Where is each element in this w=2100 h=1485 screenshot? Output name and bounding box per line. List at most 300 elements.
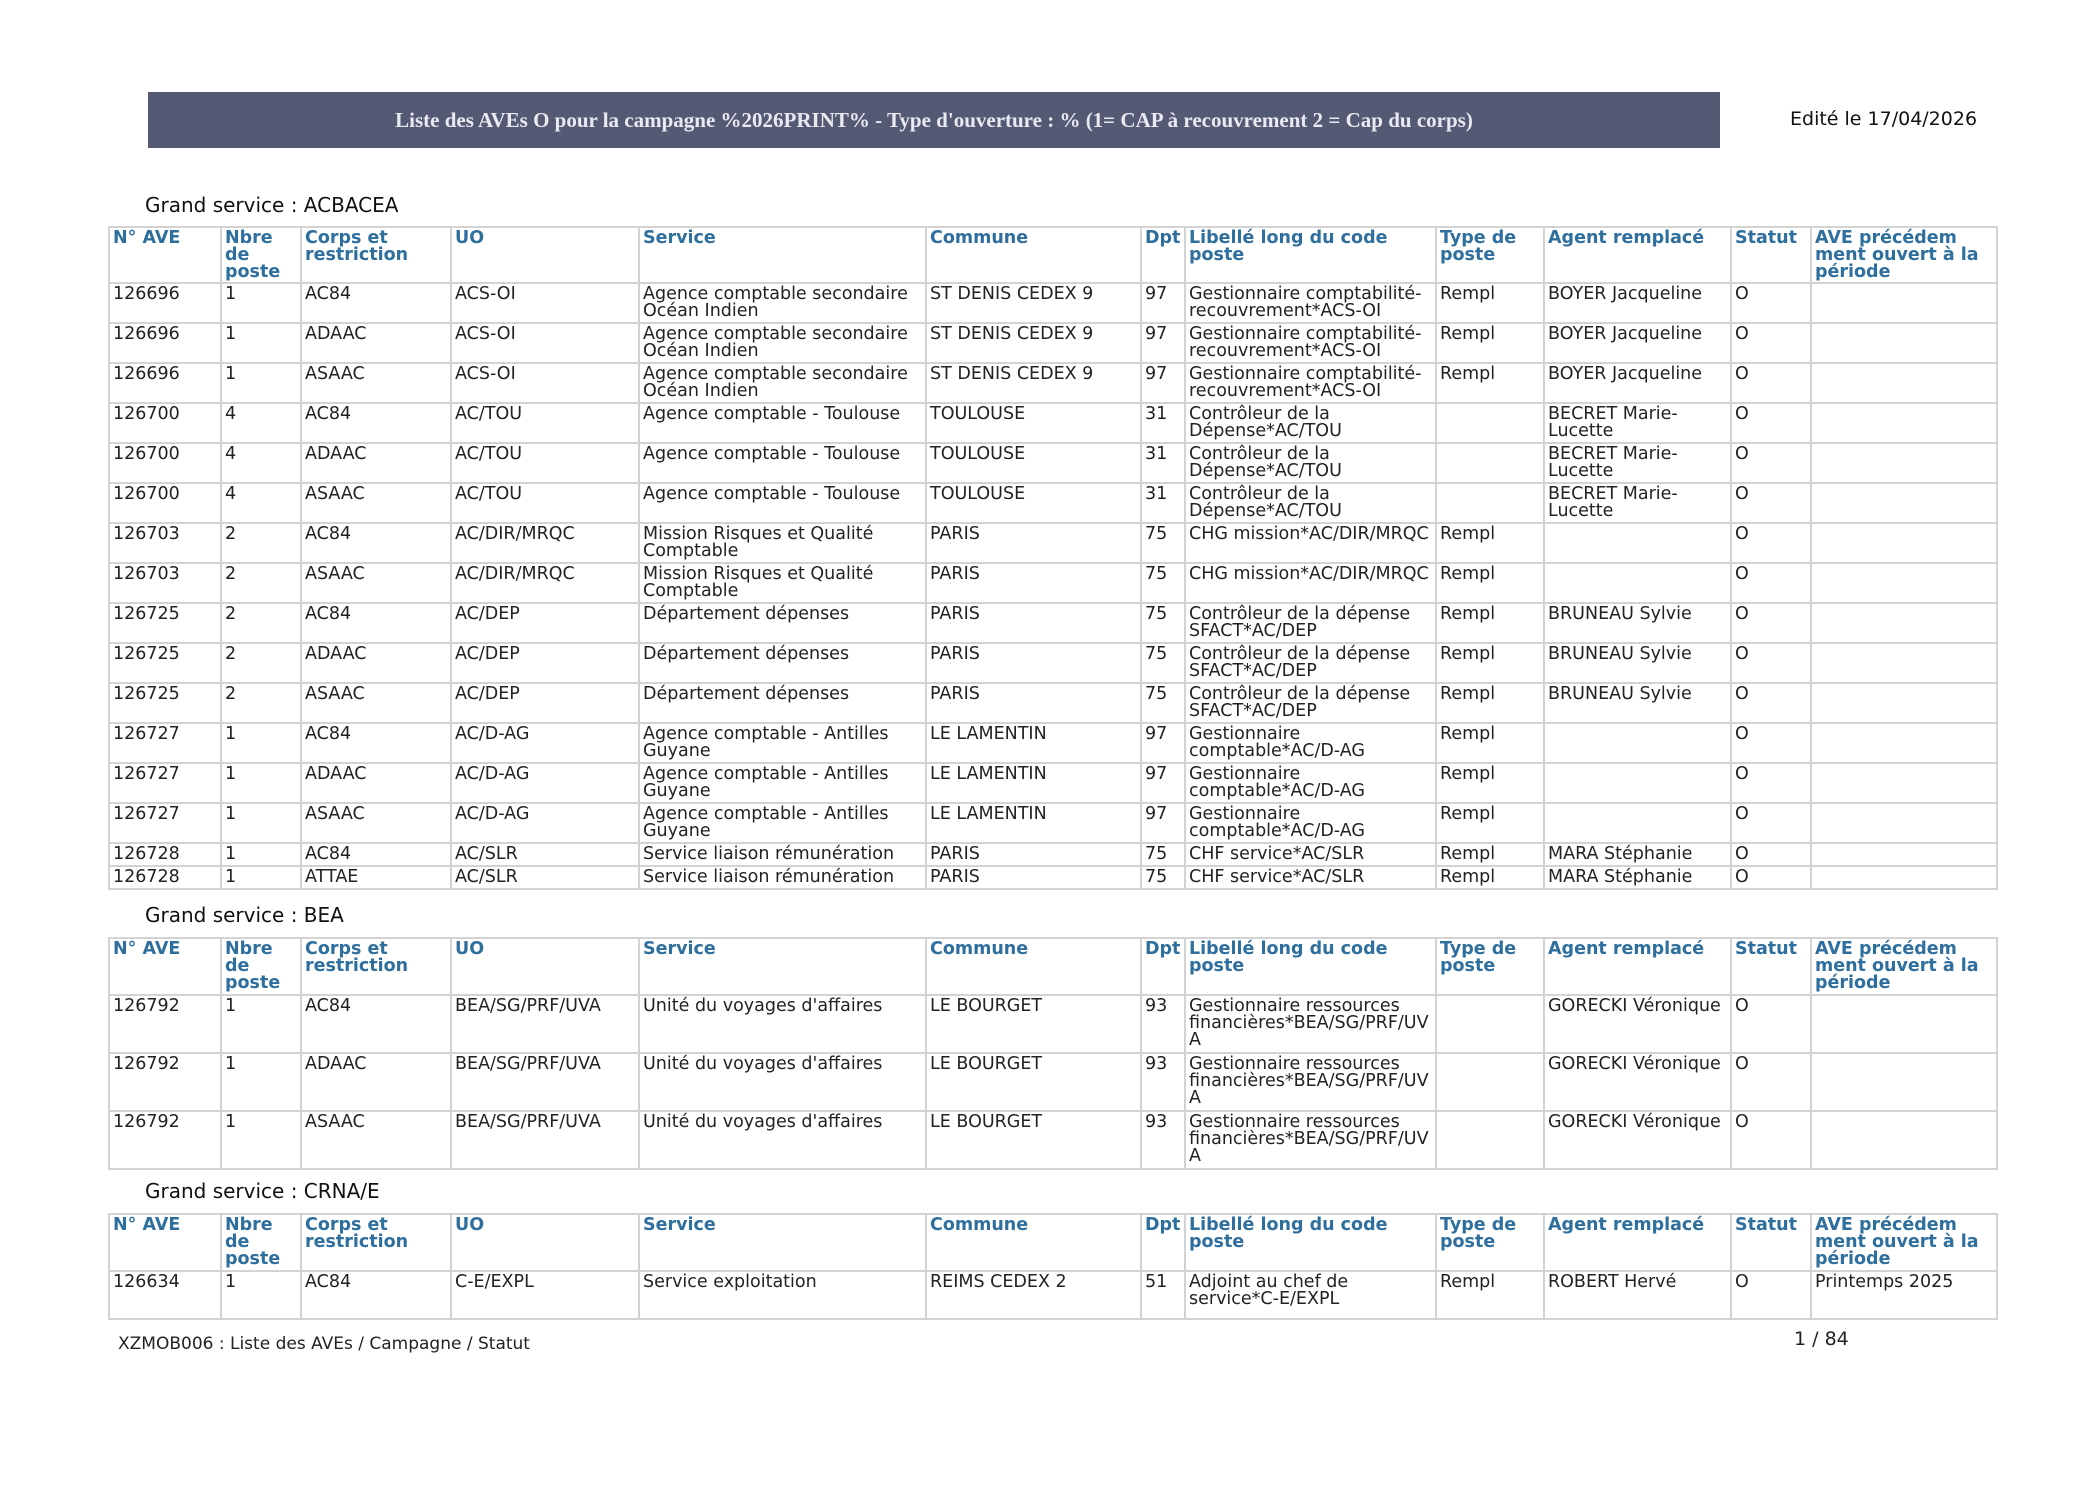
table-row xyxy=(109,683,1997,723)
table-cell: Agence comptable - Antilles Guyane xyxy=(639,763,926,803)
table-cell: Contrôleur de la dépense SFACT*AC/DEP xyxy=(1185,643,1436,683)
table-cell: 75 xyxy=(1141,866,1185,889)
column-header: AVE précédem ment ouvert à la période xyxy=(1811,1214,1997,1271)
table-cell: Mission Risques et Qualité Comptable xyxy=(639,563,926,603)
column-header: Type de poste xyxy=(1436,1214,1544,1271)
table-cell: BECRET Marie-Lucette xyxy=(1544,443,1731,483)
column-header: Libellé long du code poste xyxy=(1185,1214,1436,1271)
table-cell xyxy=(1811,843,1997,866)
table-cell: O xyxy=(1731,723,1811,763)
table-cell: AC/DIR/MRQC xyxy=(451,563,639,603)
table-row xyxy=(109,866,1997,889)
table-cell: AC/TOU xyxy=(451,483,639,523)
table-cell xyxy=(1811,283,1997,323)
column-header: Statut xyxy=(1731,1214,1811,1271)
edited-date: Edité le 17/04/2026 xyxy=(1790,108,1978,130)
table-row xyxy=(109,763,1997,803)
table-cell: CHG mission*AC/DIR/MRQC xyxy=(1185,523,1436,563)
table-cell xyxy=(1544,763,1731,803)
table-cell: ADAAC xyxy=(301,443,451,483)
table-cell: Gestionnaire comptabilité-recouvrement*ACS-OI xyxy=(1185,283,1436,323)
table-cell: Gestionnaire comptable*AC/D-AG xyxy=(1185,803,1436,843)
table-cell: PARIS xyxy=(926,523,1141,563)
table-cell: Contrôleur de la Dépense*AC/TOU xyxy=(1185,483,1436,523)
table-cell xyxy=(1811,403,1997,443)
table-cell xyxy=(1811,643,1997,683)
table-cell: 126792 xyxy=(109,1111,221,1169)
table-cell: AC/DEP xyxy=(451,643,639,683)
table-cell: 126792 xyxy=(109,995,221,1053)
table-cell xyxy=(1811,1111,1997,1169)
table-cell: 4 xyxy=(221,443,301,483)
table-cell: AC84 xyxy=(301,603,451,643)
table-cell: Service liaison rémunération xyxy=(639,866,926,889)
table-cell: BECRET Marie-Lucette xyxy=(1544,403,1731,443)
table-cell: 75 xyxy=(1141,683,1185,723)
table-cell: GORECKI Véronique xyxy=(1544,1111,1731,1169)
table-cell: TOULOUSE xyxy=(926,403,1141,443)
ave-table xyxy=(108,1213,1998,1320)
section-title: Grand service : BEA xyxy=(145,903,344,927)
table-cell: AC/SLR xyxy=(451,866,639,889)
table-cell: Mission Risques et Qualité Comptable xyxy=(639,523,926,563)
table-cell: ST DENIS CEDEX 9 xyxy=(926,283,1141,323)
table-cell: REIMS CEDEX 2 xyxy=(926,1271,1141,1319)
table-cell: O xyxy=(1731,403,1811,443)
table-cell: O xyxy=(1731,1053,1811,1111)
column-header: Nbre de poste xyxy=(221,227,301,283)
ave-table xyxy=(108,226,1998,890)
table-cell: 97 xyxy=(1141,763,1185,803)
column-header: Corps et restriction xyxy=(301,938,451,995)
table-cell: Rempl xyxy=(1436,1271,1544,1319)
table-cell: AC84 xyxy=(301,1271,451,1319)
table-cell: ST DENIS CEDEX 9 xyxy=(926,323,1141,363)
table-cell xyxy=(1811,1053,1997,1111)
table-cell: BRUNEAU Sylvie xyxy=(1544,683,1731,723)
table-cell xyxy=(1811,523,1997,563)
column-header: Service xyxy=(639,227,926,283)
table-cell: CHG mission*AC/DIR/MRQC xyxy=(1185,563,1436,603)
table-cell: 126700 xyxy=(109,483,221,523)
table-cell: PARIS xyxy=(926,563,1141,603)
table-row xyxy=(109,523,1997,563)
table-cell: O xyxy=(1731,763,1811,803)
table-cell: Contrôleur de la dépense SFACT*AC/DEP xyxy=(1185,603,1436,643)
table-cell xyxy=(1811,323,1997,363)
table-cell: TOULOUSE xyxy=(926,483,1141,523)
table-cell: PARIS xyxy=(926,843,1141,866)
table-header-row xyxy=(109,938,1997,995)
table-cell: LE LAMENTIN xyxy=(926,763,1141,803)
table-cell xyxy=(1811,803,1997,843)
table-cell: PARIS xyxy=(926,683,1141,723)
table-cell: 75 xyxy=(1141,843,1185,866)
table-cell: 1 xyxy=(221,283,301,323)
table-row xyxy=(109,363,1997,403)
table-cell: AC/SLR xyxy=(451,843,639,866)
table-cell: Unité du voyages d'affaires xyxy=(639,1053,926,1111)
table-cell: BOYER Jacqueline xyxy=(1544,363,1731,403)
column-header: AVE précédem ment ouvert à la période xyxy=(1811,938,1997,995)
table-cell: 97 xyxy=(1141,323,1185,363)
table-cell: Agence comptable secondaire Océan Indien xyxy=(639,283,926,323)
table-cell: O xyxy=(1731,483,1811,523)
table-cell: 126792 xyxy=(109,1053,221,1111)
table-cell: Agence comptable - Toulouse xyxy=(639,403,926,443)
table-cell: 126728 xyxy=(109,866,221,889)
table-row xyxy=(109,1271,1997,1319)
table-cell: Agence comptable secondaire Océan Indien xyxy=(639,363,926,403)
table-row xyxy=(109,723,1997,763)
column-header: Agent remplacé xyxy=(1544,227,1731,283)
table-cell: ACS-OI xyxy=(451,363,639,403)
table-cell: PARIS xyxy=(926,603,1141,643)
table-cell: 126725 xyxy=(109,603,221,643)
table-row xyxy=(109,1111,1997,1169)
table-cell xyxy=(1436,1111,1544,1169)
footer-report-name: XZMOB006 : Liste des AVEs / Campagne / Statut xyxy=(118,1334,530,1354)
table-cell: Rempl xyxy=(1436,843,1544,866)
table-cell: AC84 xyxy=(301,995,451,1053)
table-cell: 126696 xyxy=(109,363,221,403)
table-cell: ACS-OI xyxy=(451,323,639,363)
table-row xyxy=(109,563,1997,603)
table-cell: 126703 xyxy=(109,523,221,563)
table-cell: AC/DEP xyxy=(451,603,639,643)
table-cell: Agence comptable - Antilles Guyane xyxy=(639,803,926,843)
table-cell: 2 xyxy=(221,603,301,643)
table-cell: 1 xyxy=(221,763,301,803)
table-cell: BOYER Jacqueline xyxy=(1544,323,1731,363)
column-header: Type de poste xyxy=(1436,227,1544,283)
table-cell: Rempl xyxy=(1436,323,1544,363)
table-cell: 4 xyxy=(221,483,301,523)
table-cell: O xyxy=(1731,523,1811,563)
column-header: UO xyxy=(451,938,639,995)
table-cell: O xyxy=(1731,866,1811,889)
table-cell: ADAAC xyxy=(301,1053,451,1111)
table-cell xyxy=(1436,995,1544,1053)
table-cell: O xyxy=(1731,563,1811,603)
column-header: Agent remplacé xyxy=(1544,938,1731,995)
table-cell: Gestionnaire comptabilité-recouvrement*ACS-OI xyxy=(1185,323,1436,363)
table-cell: LE LAMENTIN xyxy=(926,723,1141,763)
table-cell: 1 xyxy=(221,1053,301,1111)
column-header: Service xyxy=(639,938,926,995)
table-cell: 126727 xyxy=(109,723,221,763)
column-header: Libellé long du code poste xyxy=(1185,938,1436,995)
table-cell xyxy=(1811,763,1997,803)
table-cell: CHF service*AC/SLR xyxy=(1185,843,1436,866)
table-cell: ASAAC xyxy=(301,1111,451,1169)
column-header: Type de poste xyxy=(1436,938,1544,995)
table-cell xyxy=(1811,563,1997,603)
table-cell: Gestionnaire comptable*AC/D-AG xyxy=(1185,723,1436,763)
table-cell: O xyxy=(1731,843,1811,866)
table-cell: 126700 xyxy=(109,403,221,443)
table-cell: 126703 xyxy=(109,563,221,603)
table-cell: MARA Stéphanie xyxy=(1544,843,1731,866)
table-cell: 126725 xyxy=(109,643,221,683)
table-cell: 1 xyxy=(221,803,301,843)
table-cell: Agence comptable - Toulouse xyxy=(639,443,926,483)
table-cell: BEA/SG/PRF/UVA xyxy=(451,1111,639,1169)
table-row xyxy=(109,443,1997,483)
table-cell: 1 xyxy=(221,995,301,1053)
page-number: 1 / 84 xyxy=(1794,1328,1849,1350)
table-cell: 1 xyxy=(221,323,301,363)
table-cell: O xyxy=(1731,643,1811,683)
table-cell xyxy=(1436,1053,1544,1111)
table-cell: Rempl xyxy=(1436,363,1544,403)
table-cell: O xyxy=(1731,443,1811,483)
table-cell: AC84 xyxy=(301,403,451,443)
table-cell xyxy=(1436,403,1544,443)
table-cell: Agence comptable secondaire Océan Indien xyxy=(639,323,926,363)
table-cell: 97 xyxy=(1141,803,1185,843)
table-cell: ADAAC xyxy=(301,323,451,363)
column-header: Corps et restriction xyxy=(301,227,451,283)
table-cell: LE BOURGET xyxy=(926,995,1141,1053)
table-cell: Rempl xyxy=(1436,603,1544,643)
table-cell: BEA/SG/PRF/UVA xyxy=(451,995,639,1053)
table-cell: ASAAC xyxy=(301,483,451,523)
column-header: Agent remplacé xyxy=(1544,1214,1731,1271)
table-cell: 75 xyxy=(1141,643,1185,683)
table-cell: 75 xyxy=(1141,563,1185,603)
column-header: UO xyxy=(451,1214,639,1271)
column-header: Nbre de poste xyxy=(221,1214,301,1271)
report-title-banner xyxy=(148,92,1720,148)
table-cell: O xyxy=(1731,323,1811,363)
table-cell: 97 xyxy=(1141,723,1185,763)
table-cell: O xyxy=(1731,1271,1811,1319)
table-cell: 1 xyxy=(221,866,301,889)
table-cell: 1 xyxy=(221,723,301,763)
table-cell: Gestionnaire ressources financières*BEA/SG/PRF/UVA xyxy=(1185,1111,1436,1169)
table-cell: Rempl xyxy=(1436,763,1544,803)
table-cell: 1 xyxy=(221,363,301,403)
table-cell xyxy=(1811,603,1997,643)
column-header: Statut xyxy=(1731,938,1811,995)
table-cell: Rempl xyxy=(1436,803,1544,843)
table-cell: Unité du voyages d'affaires xyxy=(639,1111,926,1169)
table-cell: 1 xyxy=(221,1111,301,1169)
table-cell: BECRET Marie-Lucette xyxy=(1544,483,1731,523)
table-cell: PARIS xyxy=(926,643,1141,683)
table-cell: Rempl xyxy=(1436,723,1544,763)
table-cell: AC/D-AG xyxy=(451,763,639,803)
table-cell: Service exploitation xyxy=(639,1271,926,1319)
table-cell: 2 xyxy=(221,523,301,563)
column-header: Commune xyxy=(926,1214,1141,1271)
table-cell: Département dépenses xyxy=(639,603,926,643)
table-cell: ATTAE xyxy=(301,866,451,889)
table-header-row xyxy=(109,227,1997,283)
table-cell: CHF service*AC/SLR xyxy=(1185,866,1436,889)
table-cell: ASAAC xyxy=(301,563,451,603)
table-cell: MARA Stéphanie xyxy=(1544,866,1731,889)
column-header: Dpt xyxy=(1141,1214,1185,1271)
table-row xyxy=(109,803,1997,843)
table-cell: O xyxy=(1731,803,1811,843)
table-cell: 2 xyxy=(221,683,301,723)
table-cell: 1 xyxy=(221,1271,301,1319)
table-cell: Service liaison rémunération xyxy=(639,843,926,866)
table-cell: 75 xyxy=(1141,603,1185,643)
section-title: Grand service : ACBACEA xyxy=(145,193,399,217)
table-cell: AC/TOU xyxy=(451,403,639,443)
table-cell: Unité du voyages d'affaires xyxy=(639,995,926,1053)
table-cell: AC84 xyxy=(301,843,451,866)
table-cell: Agence comptable - Antilles Guyane xyxy=(639,723,926,763)
table-cell: GORECKI Véronique xyxy=(1544,1053,1731,1111)
table-cell: AC84 xyxy=(301,523,451,563)
table-cell: Rempl xyxy=(1436,563,1544,603)
table-cell: 51 xyxy=(1141,1271,1185,1319)
table-cell: O xyxy=(1731,995,1811,1053)
table-cell: Contrôleur de la Dépense*AC/TOU xyxy=(1185,403,1436,443)
table-row xyxy=(109,323,1997,363)
table-cell: BRUNEAU Sylvie xyxy=(1544,643,1731,683)
column-header: Commune xyxy=(926,938,1141,995)
table-cell: AC84 xyxy=(301,283,451,323)
table-cell: 31 xyxy=(1141,483,1185,523)
table-row xyxy=(109,1053,1997,1111)
table-cell xyxy=(1436,443,1544,483)
column-header: AVE précédem ment ouvert à la période xyxy=(1811,227,1997,283)
column-header: Dpt xyxy=(1141,227,1185,283)
table-cell: 4 xyxy=(221,403,301,443)
table-cell: C-E/EXPL xyxy=(451,1271,639,1319)
table-row xyxy=(109,603,1997,643)
table-cell: ASAAC xyxy=(301,683,451,723)
table-cell xyxy=(1544,803,1731,843)
table-cell: O xyxy=(1731,363,1811,403)
table-cell: AC/D-AG xyxy=(451,723,639,763)
table-cell: ASAAC xyxy=(301,803,451,843)
table-cell xyxy=(1811,363,1997,403)
table-cell: O xyxy=(1731,1111,1811,1169)
table-cell: Rempl xyxy=(1436,683,1544,723)
table-cell: Rempl xyxy=(1436,643,1544,683)
table-cell xyxy=(1811,483,1997,523)
table-cell: Gestionnaire comptabilité-recouvrement*ACS-OI xyxy=(1185,363,1436,403)
table-cell: ACS-OI xyxy=(451,283,639,323)
table-cell: LE LAMENTIN xyxy=(926,803,1141,843)
table-cell xyxy=(1544,523,1731,563)
column-header: N° AVE xyxy=(109,1214,221,1271)
table-cell: 97 xyxy=(1141,283,1185,323)
table-cell: Rempl xyxy=(1436,523,1544,563)
table-cell: BOYER Jacqueline xyxy=(1544,283,1731,323)
table-cell: 126634 xyxy=(109,1271,221,1319)
table-cell: Agence comptable - Toulouse xyxy=(639,483,926,523)
report-title: Liste des AVEs O pour la campagne %2026PRINT% - Type d'ouverture : % (1= CAP à recouvrement 2 = Cap du corps) xyxy=(395,107,1473,132)
ave-table xyxy=(108,937,1998,1170)
table-cell: 75 xyxy=(1141,523,1185,563)
column-header: Libellé long du code poste xyxy=(1185,227,1436,283)
table-cell: PARIS xyxy=(926,866,1141,889)
table-cell: 31 xyxy=(1141,403,1185,443)
table-cell: 93 xyxy=(1141,1053,1185,1111)
table-cell: 1 xyxy=(221,843,301,866)
table-cell xyxy=(1544,563,1731,603)
table-cell: 126728 xyxy=(109,843,221,866)
table-cell: Rempl xyxy=(1436,866,1544,889)
table-row xyxy=(109,995,1997,1053)
table-cell: ROBERT Hervé xyxy=(1544,1271,1731,1319)
table-row xyxy=(109,483,1997,523)
table-cell: LE BOURGET xyxy=(926,1053,1141,1111)
table-cell: Gestionnaire ressources financières*BEA/SG/PRF/UVA xyxy=(1185,995,1436,1053)
section-title: Grand service : CRNA/E xyxy=(145,1179,380,1203)
column-header: UO xyxy=(451,227,639,283)
table-cell: 31 xyxy=(1141,443,1185,483)
table-header-row xyxy=(109,1214,1997,1271)
table-cell xyxy=(1544,723,1731,763)
table-cell: 2 xyxy=(221,563,301,603)
table-cell: AC/DEP xyxy=(451,683,639,723)
table-row xyxy=(109,403,1997,443)
table-row xyxy=(109,643,1997,683)
table-cell: Département dépenses xyxy=(639,643,926,683)
table-cell: O xyxy=(1731,683,1811,723)
column-header: Service xyxy=(639,1214,926,1271)
table-cell: LE BOURGET xyxy=(926,1111,1141,1169)
table-cell: 97 xyxy=(1141,363,1185,403)
table-cell: BEA/SG/PRF/UVA xyxy=(451,1053,639,1111)
table-cell: O xyxy=(1731,603,1811,643)
table-cell: Gestionnaire comptable*AC/D-AG xyxy=(1185,763,1436,803)
table-row xyxy=(109,843,1997,866)
table-cell xyxy=(1811,866,1997,889)
table-cell: Printemps 2025 xyxy=(1811,1271,1997,1319)
table-cell: 126727 xyxy=(109,803,221,843)
column-header: Corps et restriction xyxy=(301,1214,451,1271)
column-header: Commune xyxy=(926,227,1141,283)
table-cell xyxy=(1811,723,1997,763)
table-cell: 93 xyxy=(1141,995,1185,1053)
table-cell xyxy=(1436,483,1544,523)
table-cell: 126725 xyxy=(109,683,221,723)
table-cell: TOULOUSE xyxy=(926,443,1141,483)
table-cell: BRUNEAU Sylvie xyxy=(1544,603,1731,643)
table-cell: O xyxy=(1731,283,1811,323)
table-cell: Gestionnaire ressources financières*BEA/SG/PRF/UVA xyxy=(1185,1053,1436,1111)
table-cell: 126696 xyxy=(109,323,221,363)
column-header: Nbre de poste xyxy=(221,938,301,995)
table-cell: Contrôleur de la Dépense*AC/TOU xyxy=(1185,443,1436,483)
table-cell: AC84 xyxy=(301,723,451,763)
table-cell: GORECKI Véronique xyxy=(1544,995,1731,1053)
table-cell: ADAAC xyxy=(301,643,451,683)
table-cell: 2 xyxy=(221,643,301,683)
table-cell: 126727 xyxy=(109,763,221,803)
column-header: N° AVE xyxy=(109,938,221,995)
table-cell: 93 xyxy=(1141,1111,1185,1169)
table-cell: 126696 xyxy=(109,283,221,323)
table-cell: ADAAC xyxy=(301,763,451,803)
table-cell: Département dépenses xyxy=(639,683,926,723)
table-cell: AC/DIR/MRQC xyxy=(451,523,639,563)
column-header: Dpt xyxy=(1141,938,1185,995)
table-cell: Adjoint au chef de service*C-E/EXPL xyxy=(1185,1271,1436,1319)
column-header: N° AVE xyxy=(109,227,221,283)
table-cell xyxy=(1811,443,1997,483)
column-header: Statut xyxy=(1731,227,1811,283)
